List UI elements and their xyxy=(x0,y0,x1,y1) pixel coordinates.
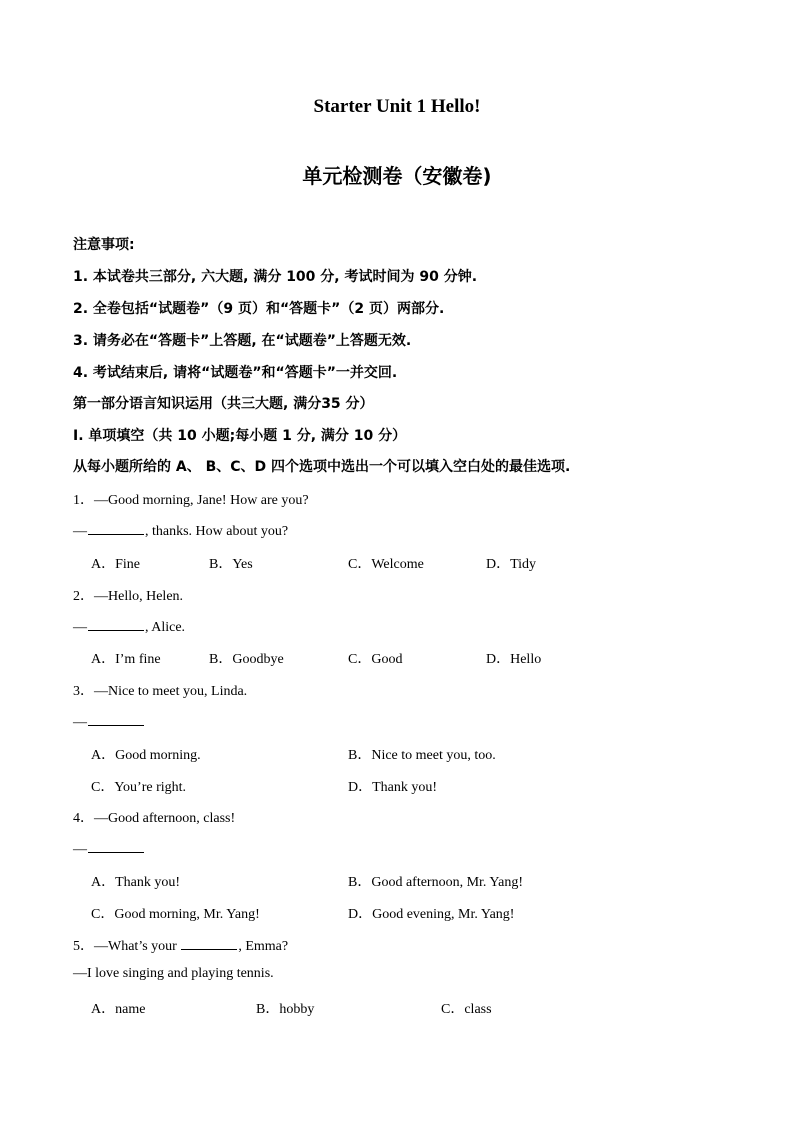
part-heading: 第一部分语言知识运用（共三大题, 满分35 分） xyxy=(73,396,374,412)
question-stem xyxy=(73,935,288,955)
reply-text: , Alice. xyxy=(145,620,186,635)
answer-blank xyxy=(88,617,144,631)
option-c: C．Welcome xyxy=(348,557,424,572)
option-b: B．Good afternoon, Mr. Yang! xyxy=(348,875,523,890)
answer-blank xyxy=(181,936,237,950)
question-stem: 1．—Good morning, Jane! How are you? xyxy=(73,493,309,508)
reply-text: , thanks. How about you? xyxy=(145,524,289,539)
option-b: B．Yes xyxy=(209,557,253,572)
question-reply xyxy=(73,839,145,858)
stem-text: , Emma? xyxy=(238,939,289,954)
option-c: C．Good xyxy=(348,652,403,667)
reply-dash: — xyxy=(73,842,87,857)
question-stem: 3．—Nice to meet you, Linda. xyxy=(73,684,248,699)
option-a: A．name xyxy=(91,1002,146,1017)
option-c: C．You’re right. xyxy=(91,780,187,795)
answer-blank xyxy=(88,839,144,853)
notice-item: 3. 请务必在“答题卡”上答题, 在“试题卷”上答题无效. xyxy=(73,333,412,349)
option-a: A．I’m fine xyxy=(91,652,161,667)
option-b: B．hobby xyxy=(256,1002,315,1017)
option-a: A．Good morning. xyxy=(91,748,201,763)
question-reply xyxy=(73,712,145,731)
question-reply xyxy=(73,521,288,540)
notice-item: 4. 考试结束后, 请将“试题卷”和“答题卡”一并交回. xyxy=(73,365,398,381)
page-title: Starter Unit 1 Hello! xyxy=(313,96,481,117)
question-stem: 4．—Good afternoon, class! xyxy=(73,811,236,826)
section-instruction: 从每小题所给的 A、 B、C、D 四个选项中选出一个可以填入空白处的最佳选项. xyxy=(73,459,571,475)
option-c: C．Good morning, Mr. Yang! xyxy=(91,907,260,922)
option-a: A．Thank you! xyxy=(91,875,181,890)
option-b: B．Nice to meet you, too. xyxy=(348,748,496,763)
stem-text: 5．—What’s your xyxy=(73,939,181,954)
reply-dash: — xyxy=(73,524,87,539)
reply-dash: — xyxy=(73,620,87,635)
option-d: D．Tidy xyxy=(486,557,537,572)
notice-item: 2. 全卷包括“试题卷”（9 页）和“答题卡”（2 页）两部分. xyxy=(73,301,445,317)
answer-blank xyxy=(88,521,144,535)
section-heading: I. 单项填空（共 10 小题;每小题 1 分, 满分 10 分） xyxy=(73,428,407,444)
option-c: C．class xyxy=(441,1002,492,1017)
notice-item: 1. 本试卷共三部分, 六大题, 满分 100 分, 考试时间为 90 分钟. xyxy=(73,269,478,285)
option-d: D．Thank you! xyxy=(348,780,438,795)
reply-dash: — xyxy=(73,715,87,730)
option-d: D．Good evening, Mr. Yang! xyxy=(348,907,515,922)
option-b: B．Goodbye xyxy=(209,652,284,667)
option-d: D．Hello xyxy=(486,652,542,667)
answer-blank xyxy=(88,712,144,726)
question-reply xyxy=(73,617,185,636)
page-subtitle: 单元检测卷（安徽卷) xyxy=(302,164,492,188)
option-a: A．Fine xyxy=(91,557,140,572)
question-stem: 2．—Hello, Helen. xyxy=(73,589,184,604)
notice-heading: 注意事项: xyxy=(73,237,135,253)
question-reply: —I love singing and playing tennis. xyxy=(73,966,274,981)
